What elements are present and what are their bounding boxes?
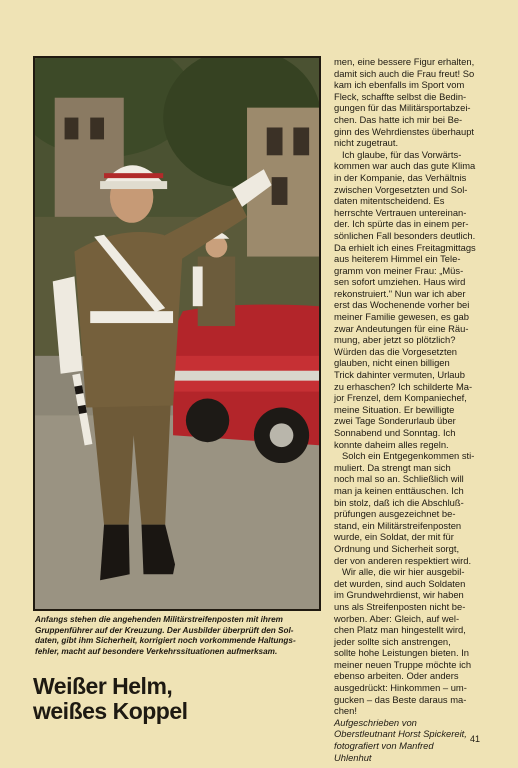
text-line: glauben, nicht einen billigen: [334, 357, 450, 369]
text-line: gucken – das Beste daraus ma-: [334, 693, 467, 705]
text-line: herrschte Vertrauen untereinan-: [334, 206, 467, 218]
article-paragraph: [334, 149, 484, 450]
text-line: rekonstruiert." Nun war ich aber: [334, 287, 466, 299]
text-line: jeder sollte sich anstrengen,: [334, 635, 451, 647]
text-line: prüfungen ausgezeichnet be-: [334, 508, 456, 520]
text-line: Solch ein Entgegenkommen sti-: [342, 450, 475, 462]
text-line: daten mitentscheidend. Es: [334, 195, 445, 207]
article-credit: [334, 717, 484, 763]
text-line: wurde, ein Soldat, der mit für: [334, 531, 454, 543]
text-line: erst das Wochenende vorher bei: [334, 299, 470, 311]
text-line: ginn des Wehrdienstes überhaupt: [334, 125, 475, 137]
article-paragraph: [334, 450, 484, 566]
text-line: worben. Aber: Gleich, auf wel-: [334, 612, 460, 624]
text-line: in der Kompanie, das Verhältnis: [334, 171, 467, 183]
photo-traffic-police-scene: [33, 56, 321, 611]
text-line: ausgedrückt: Hinkommen – um-: [334, 682, 467, 694]
text-line: meine Situation. Er bewilligte: [334, 403, 455, 415]
text-line: noch mal so an. Schließlich will: [334, 473, 464, 485]
caption-line: Anfangs stehen die angehenden Militärstreifenposten mit ihrem: [35, 615, 283, 624]
article-column: [334, 56, 484, 763]
photo-caption: [35, 615, 327, 657]
text-line: damit sich auch die Frau freut! So: [334, 67, 475, 79]
page-number: 41: [470, 734, 481, 744]
article-headline: [33, 674, 323, 723]
text-line: meiner Familie gewesen, es gab: [334, 311, 469, 323]
text-line: nicht zugetraut.: [334, 137, 399, 149]
text-line: sollte hohe Leistungen bieten. In: [334, 647, 469, 659]
text-line: sen sofort umziehen. Haus wird: [334, 276, 466, 288]
text-line: chen. Das hatte ich mir bei Be-: [334, 113, 463, 125]
credit-line: Uhlenhut: [334, 751, 372, 763]
text-line: muliert. Da strengt man sich: [334, 461, 451, 473]
text-line: der von anderen respektiert wird.: [334, 554, 472, 566]
caption-line: daten, gibt ihm Sicherheit, korrigiert noch vorkommende Haltungs-: [35, 636, 296, 646]
text-line: im Grundwehrdienst, wir haben: [334, 589, 464, 601]
text-line: kam ich ebenfalls im Sport vom: [334, 79, 465, 91]
text-line: uns als Streifenposten nicht be-: [334, 600, 466, 612]
photo-illustration: [35, 58, 319, 609]
text-line: Da erhielt ich eines Freitagmittags: [334, 241, 476, 253]
text-line: jor Frenzel, dem Kompaniechef,: [334, 392, 467, 404]
text-line: gungen für das Militärsportabzei-: [334, 102, 471, 114]
headline-line: weißes Koppel: [33, 697, 188, 724]
text-line: Würden das die Vorgesetzten: [334, 345, 457, 357]
text-line: gramm von meiner Frau: „Müs-: [334, 264, 464, 276]
caption-line: Gruppenführer auf der Kreuzung. Der Ausbilder überprüft den Sol-: [35, 625, 294, 635]
text-line: zwei Tage Sonderurlaub über: [334, 415, 456, 427]
credit-line: fotografiert von Manfred: [334, 740, 434, 752]
headline-line: Weißer Helm,: [33, 673, 173, 699]
text-line: meiner neuen Truppe möchte ich: [334, 658, 472, 670]
text-line: Ich glaube, für das Vorwärts-: [342, 148, 462, 160]
text-line: mung, aber jetzt so plötzlich?: [334, 334, 456, 346]
text-line: Fleck, schaffte selbst die Bedin-: [334, 90, 467, 102]
text-line: konnte daheim alles regeln.: [334, 438, 449, 450]
text-line: ebenso arbeiten. Oder anders: [334, 670, 459, 682]
text-line: der. Ich spürte das in einem per-: [334, 218, 469, 230]
text-line: chen!: [334, 705, 357, 717]
text-line: men, eine bessere Figur erhalten,: [334, 56, 475, 67]
text-line: bin stolz, daß ich die Abschluß-: [334, 496, 464, 508]
text-line: man ja keinen enttäuschen. Ich: [334, 484, 464, 496]
credit-line: Oberstleutnant Horst Spickereit,: [334, 728, 467, 740]
text-line: det wurden, sind auch Soldaten: [334, 577, 466, 589]
text-line: zwischen Vorgesetzten und Sol-: [334, 183, 468, 195]
text-line: chen Platz man hingestellt wird,: [334, 624, 466, 636]
text-line: sönlichen Fall besonders deutlich.: [334, 229, 476, 241]
text-line: aus heiterem Himmel ein Tele-: [334, 253, 461, 265]
text-line: Sonnabend und Sonntag. Ich: [334, 427, 456, 438]
article-paragraph: [334, 566, 484, 717]
text-line: zu erhaschen? Ich schilderte Ma-: [334, 380, 473, 392]
text-line: Ordnung und Sicherheit sorgt,: [334, 542, 460, 554]
text-line: Wir alle, die wir hier ausgebil-: [342, 566, 465, 578]
text-line: zwar Andeutungen für eine Räu-: [334, 322, 469, 334]
caption-line: fehler, macht auf besondere Verkehrssituationen aufmerksam.: [35, 646, 278, 656]
text-line: Trick dahinter vermuten, Urlaub: [334, 369, 465, 381]
text-line: stand, ein Militärstreifenposten: [334, 519, 462, 531]
article-paragraph: [334, 56, 484, 149]
text-line: kommen war auch das gute Klima: [334, 160, 476, 172]
credit-line: Aufgeschrieben von: [334, 716, 417, 728]
